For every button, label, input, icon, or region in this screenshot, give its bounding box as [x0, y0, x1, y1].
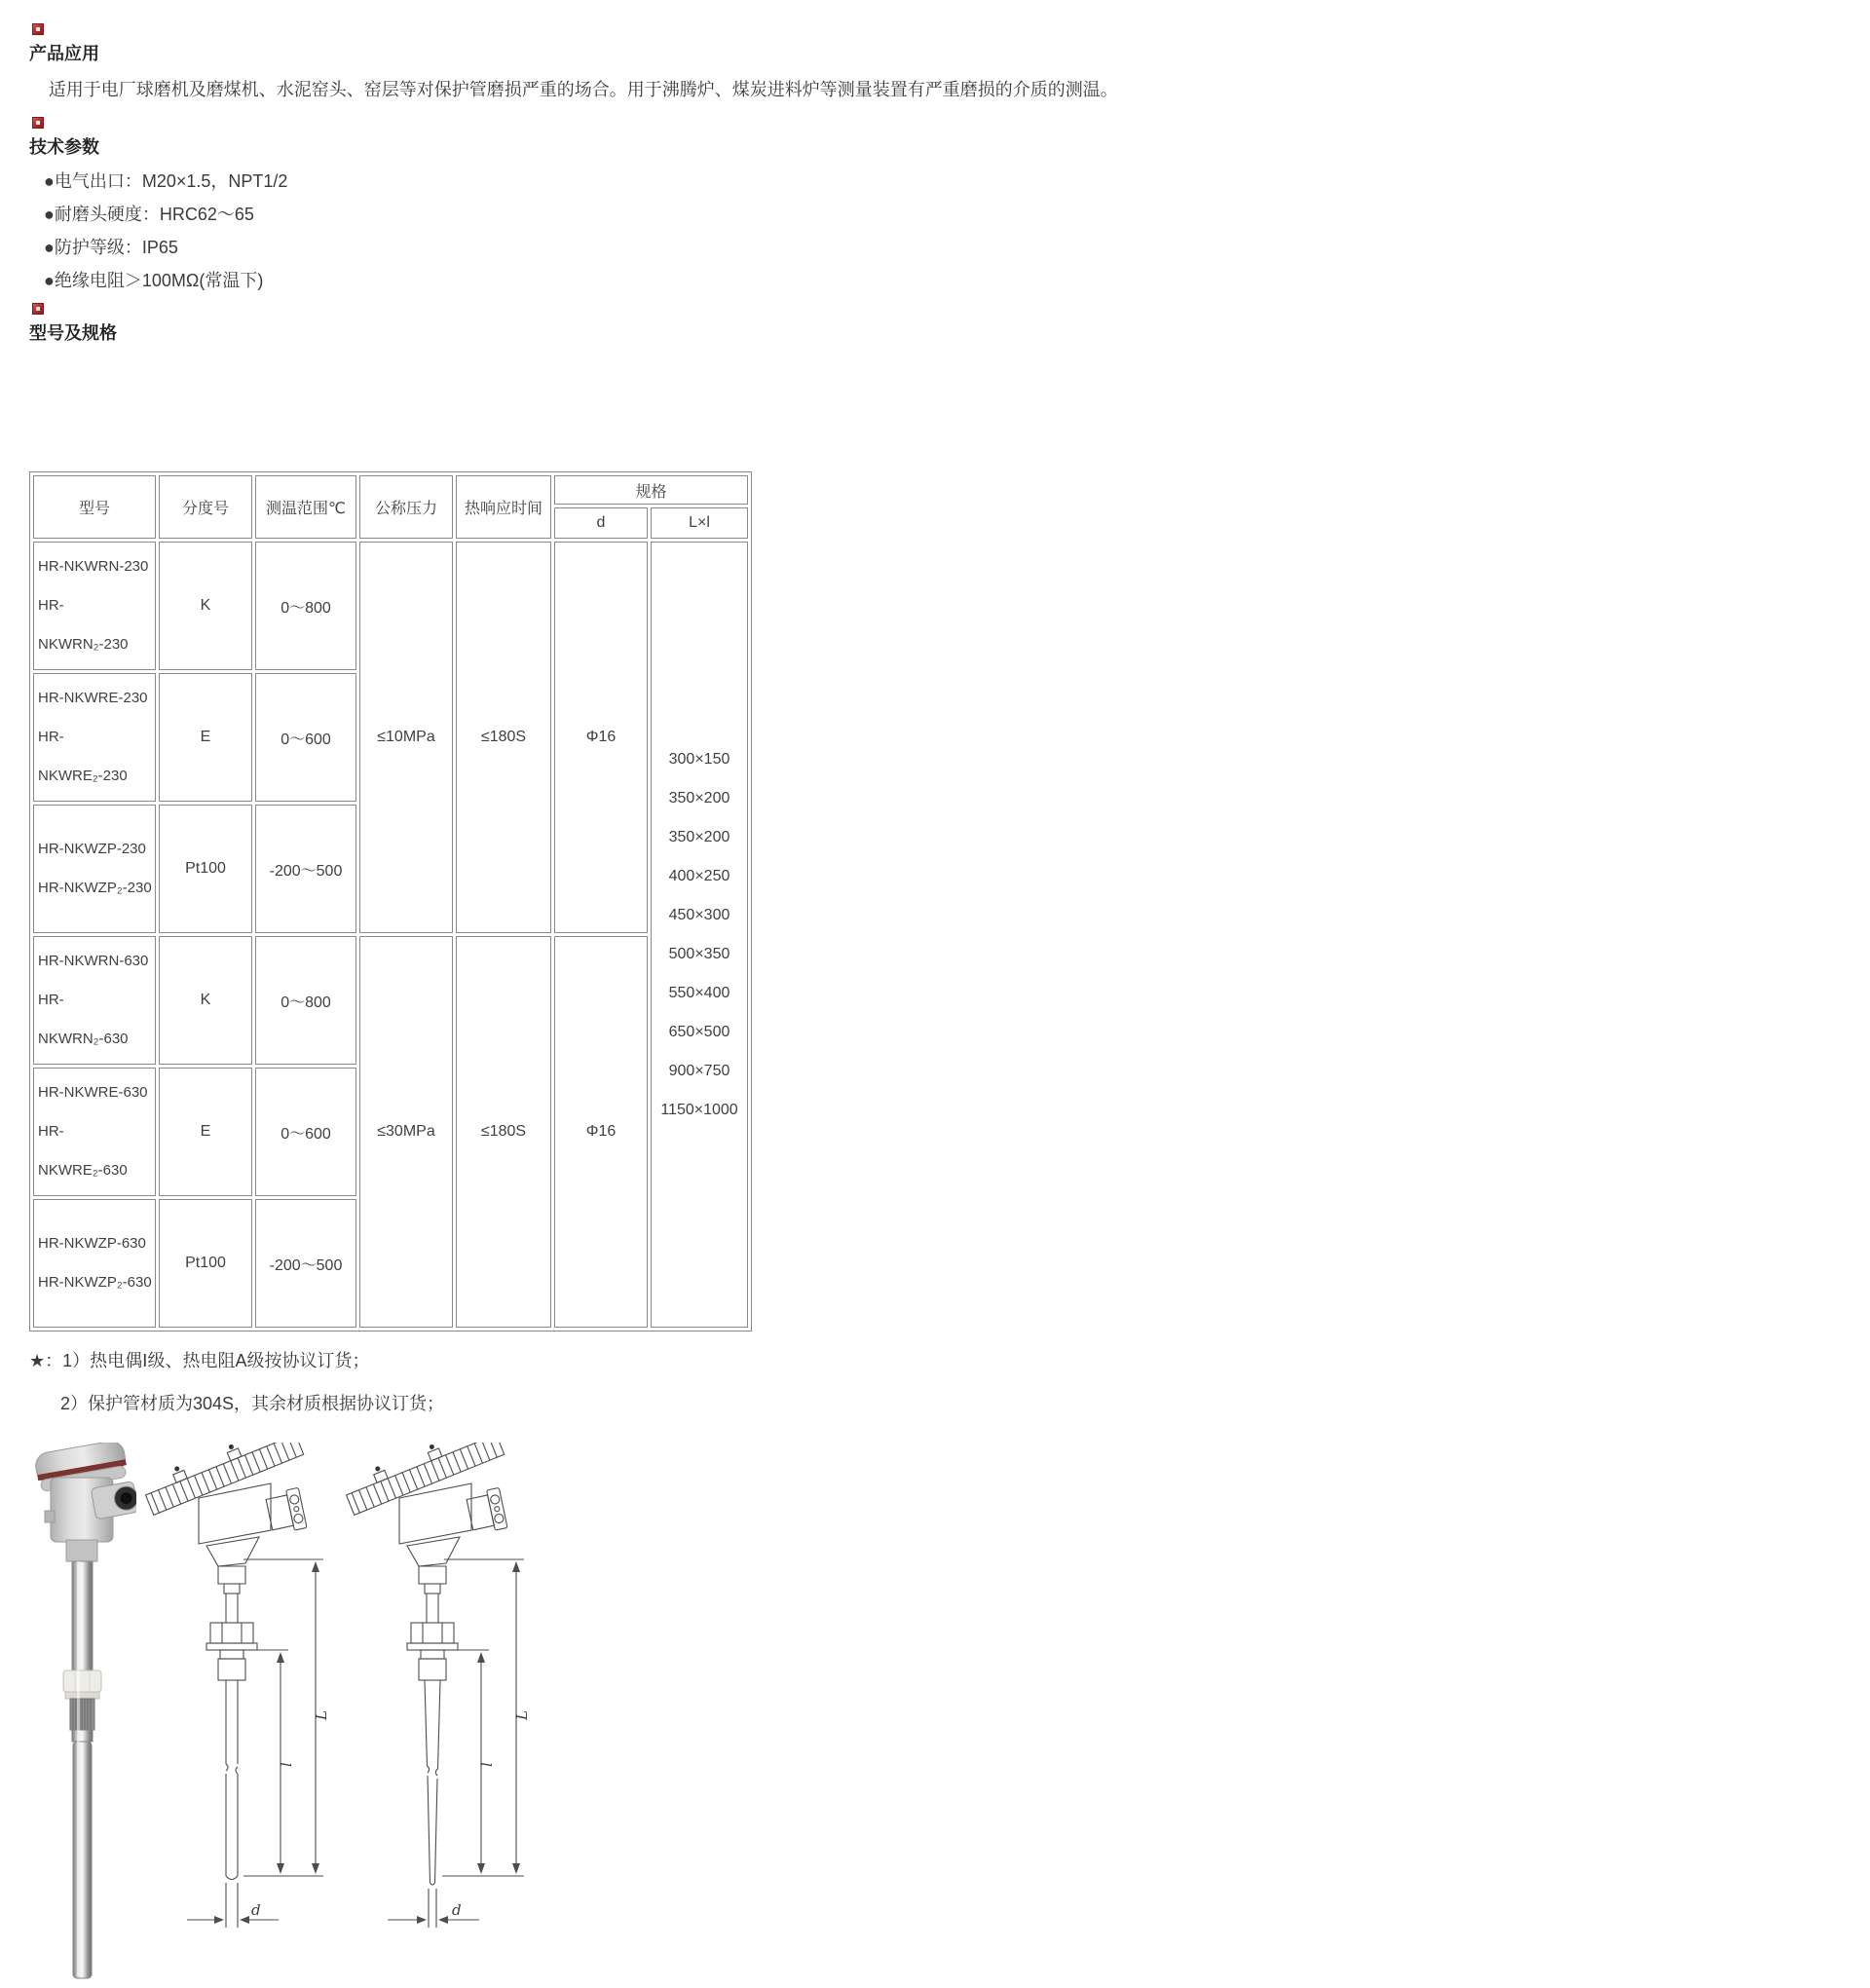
tech-param-item: ●防护等级：IP65	[44, 238, 178, 257]
note-line: ★：1）热电偶Ⅰ级、热电阻A级按协议订货；	[29, 1351, 370, 1370]
dimension-label-d: d	[251, 1901, 261, 1919]
section-marker-icon	[32, 303, 44, 315]
temp-range-cell: -200～500	[255, 1199, 356, 1328]
table-header-temp-range: 测温范围℃	[255, 475, 356, 539]
thermocouple-drawing-tapered	[343, 1443, 538, 1988]
response-time-cell: ≤180S	[456, 936, 551, 1328]
size-item: 550×400	[668, 984, 730, 1001]
size-item: 400×250	[668, 867, 730, 884]
pressure-cell: ≤30MPa	[359, 936, 453, 1328]
temp-range-cell: 0～800	[255, 542, 356, 670]
size-item: 350×200	[668, 828, 730, 845]
table-header-d: d	[554, 507, 648, 539]
graduation-cell: Pt100	[159, 805, 252, 933]
size-list	[651, 542, 748, 1328]
product-figures	[29, 1443, 1855, 1988]
size-item: 350×200	[668, 789, 730, 806]
dimension-label-L: L	[313, 1710, 330, 1720]
application-paragraph: 适用于电厂球磨机及磨煤机、水泥窑头、窑层等对保护管磨损严重的场合。用于沸腾炉、煤炭进料炉等测量装置有严重磨损的介质的测温。	[48, 80, 1118, 99]
graduation-cell: E	[159, 1068, 252, 1196]
model-cell: HR-NKWZP-630 HR-NKWZP₂-630	[33, 1199, 156, 1328]
tech-param-item: ●耐磨头硬度：HRC62～65	[44, 205, 254, 224]
temp-range-cell: -200～500	[255, 805, 356, 933]
table-header-lxl: L×l	[651, 507, 748, 539]
graduation-cell: E	[159, 673, 252, 802]
dimension-label-l: l	[478, 1762, 496, 1767]
graduation-cell: Pt100	[159, 1199, 252, 1328]
size-item: 1150×1000	[660, 1101, 738, 1118]
temp-range-cell: 0～800	[255, 936, 356, 1065]
graduation-cell: K	[159, 542, 252, 670]
temp-range-cell: 0～600	[255, 673, 356, 802]
footnotes	[29, 1349, 1855, 1415]
model-cell: HR-NKWRE-630 HR-NKWRE₂-630	[33, 1068, 156, 1196]
table-header-graduation: 分度号	[159, 475, 252, 539]
dimension-label-l: l	[278, 1762, 295, 1767]
graduation-cell: K	[159, 936, 252, 1065]
section-marker-icon	[32, 23, 44, 35]
spec-table	[29, 471, 752, 1332]
model-cell: HR-NKWRN-630 HR-NKWRN₂-630	[33, 936, 156, 1065]
section-title-tech-params: 技术参数	[29, 137, 99, 157]
size-item: 900×750	[668, 1062, 730, 1079]
size-item: 500×350	[668, 945, 730, 962]
table-header-response-time: 热响应时间	[456, 475, 551, 539]
table-header-model: 型号	[33, 475, 156, 539]
tech-param-item: ●绝缘电阻＞100MΩ(常温下)	[44, 271, 264, 290]
pressure-cell: ≤10MPa	[359, 542, 453, 933]
section-title-models: 型号及规格	[29, 323, 117, 343]
size-item: 300×150	[668, 750, 730, 768]
note-line: 2）保护管材质为304S，其余材质根据协议订货；	[60, 1394, 445, 1413]
model-cell: HR-NKWZP-230 HR-NKWZP₂-230	[33, 805, 156, 933]
size-item: 650×500	[668, 1023, 730, 1040]
dimension-label-d: d	[452, 1901, 462, 1919]
section-marker-icon	[32, 117, 44, 129]
tech-param-list	[44, 170, 1855, 291]
table-header-pressure: 公称压力	[359, 475, 453, 539]
table-row	[33, 542, 748, 670]
table-row	[33, 936, 748, 1065]
tech-param-item: ●电气出口：M20×1.5，NPT1/2	[44, 171, 288, 191]
size-item: 450×300	[668, 906, 730, 923]
model-cell: HR-NKWRE-230 HR-NKWRE₂-230	[33, 673, 156, 802]
diameter-cell: Φ16	[554, 542, 648, 933]
table-header-spec: 规格	[554, 475, 748, 505]
diameter-cell: Φ16	[554, 936, 648, 1328]
section-title-application: 产品应用	[29, 44, 99, 63]
thermocouple-drawing-straight	[142, 1443, 337, 1988]
thermocouple-photo	[29, 1443, 136, 1988]
temp-range-cell: 0～600	[255, 1068, 356, 1196]
model-cell: HR-NKWRN-230 HR-NKWRN₂-230	[33, 542, 156, 670]
dimension-label-L: L	[513, 1710, 531, 1720]
response-time-cell: ≤180S	[456, 542, 551, 933]
